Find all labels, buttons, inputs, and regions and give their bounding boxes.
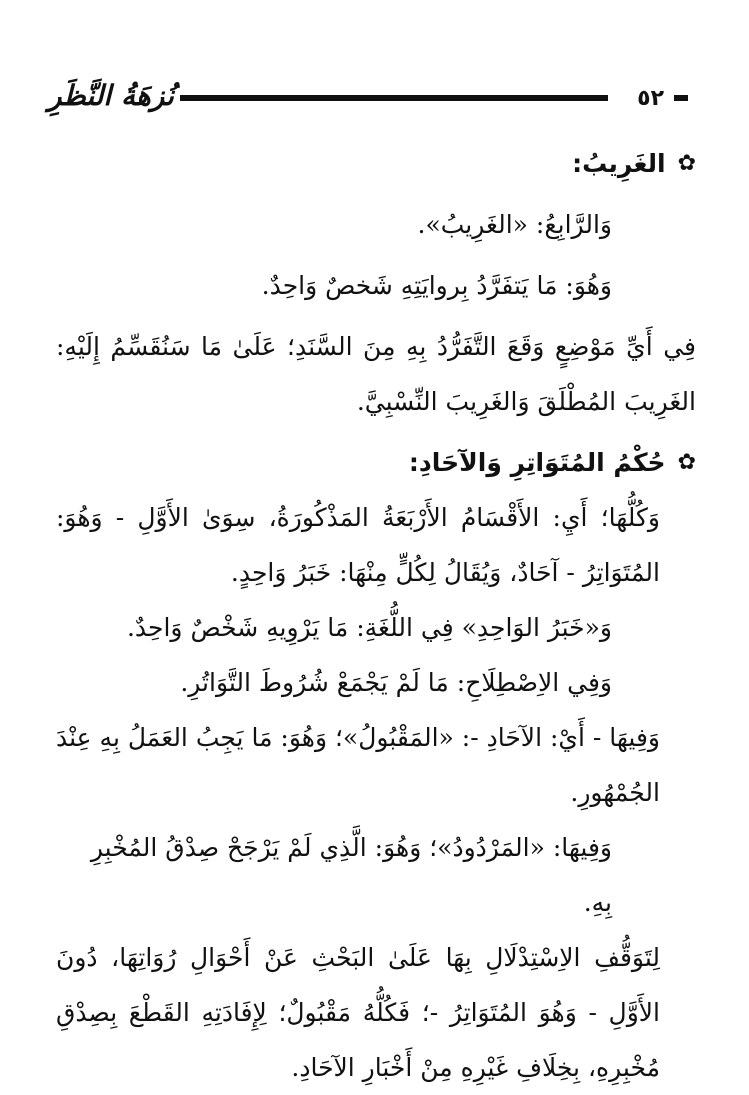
header-rule <box>180 95 608 101</box>
paragraph: وَكُلُّهَا؛ أَيِ: الأَقْسَامُ الأَرْبَعَةُ المَذْكُورَةُ، سِوَىٰ الأَوَّلِ - وَهُوَ: المُتَوَاتِرُ - آحَادٌ، وَيُقَالُ لِكُلٍّ مِنْهَا: خَبَرُ وَاحِدٍ. <box>56 503 660 587</box>
page-number: ٥٢ <box>637 85 664 111</box>
section-heading-gharib <box>56 136 696 191</box>
page-body <box>56 136 696 1095</box>
paragraph: وَفِي الاِصْطِلَاحِ: مَا لَمْ يَجْمَعْ شُرُوطَ التَّوَاتُرِ. <box>180 668 612 697</box>
paragraph: وَالرَّابِعُ: «الغَرِيبُ». <box>417 210 612 239</box>
flower-bullet-icon: ✿ <box>677 150 696 176</box>
book-title: نُزهَةُ النَّظَرِ <box>48 79 174 112</box>
paragraph: وَ«خَبَرُ الوَاحِدِ» فِي اللُّغَةِ: مَا يَرْوِيهِ شَخْصٌ وَاحِدٌ. <box>126 613 612 642</box>
section-heading-hukm <box>56 435 696 490</box>
flower-bullet-icon: ✿ <box>677 449 696 475</box>
paragraph: لِتَوَقُّفِ الاِسْتِدْلَالِ بِهَا عَلَىٰ البَحْثِ عَنْ أَحْوَالِ رُوَاتِهَا، دُونَ الأَوَّلِ - وَهُوَ المُتَوَاتِرُ -؛ فَكُلُّهُ مَقْبُولٌ؛ لِإِفَادَتِهِ القَطْعَ بِصِدْقِ مُخْبِرِهِ، بِخِلَافِ غَيْرِهِ مِنْ أَخْبَارِ الآحَادِ. <box>56 943 660 1082</box>
paragraph: وَهُوَ: مَا يَتفَرَّدُ بِروايَتِهِ شَخصٌ وَاحِدٌ. <box>261 271 612 300</box>
paragraph: وَفِيهَا - أَيْ: الآحَادِ -: «المَقْبُولُ»؛ وَهُوَ: مَا يَجِبُ العَمَلُ بِهِ عِنْدَ الجُمْهُورِ. <box>56 723 660 807</box>
section-heading-text: الغَرِيبُ: <box>572 149 666 178</box>
page-number-dash <box>674 95 688 101</box>
paragraph: فِي أَيِّ مَوْضِعٍ وَقَعَ التَّفَرُّدُ بِهِ مِنَ السَّنَدِ؛ عَلَىٰ مَا سَنُقَسِّمُ إِلَيْهِ: الغَرِيبَ المُطْلَقَ وَالغَرِيبَ النِّسْبِيَّ. <box>56 332 696 416</box>
running-header <box>48 68 688 130</box>
paragraph: وَفِيهَا: «المَرْدُودُ»؛ وَهُوَ: الَّذِي لَمْ يَرْجَحْ صِدْقُ المُخْبِرِ بِهِ. <box>90 833 612 917</box>
section-heading-text: حُكْمُ المُتَوَاتِرِ وَالآحَادِ: <box>408 448 666 477</box>
page-number-block <box>612 78 688 118</box>
